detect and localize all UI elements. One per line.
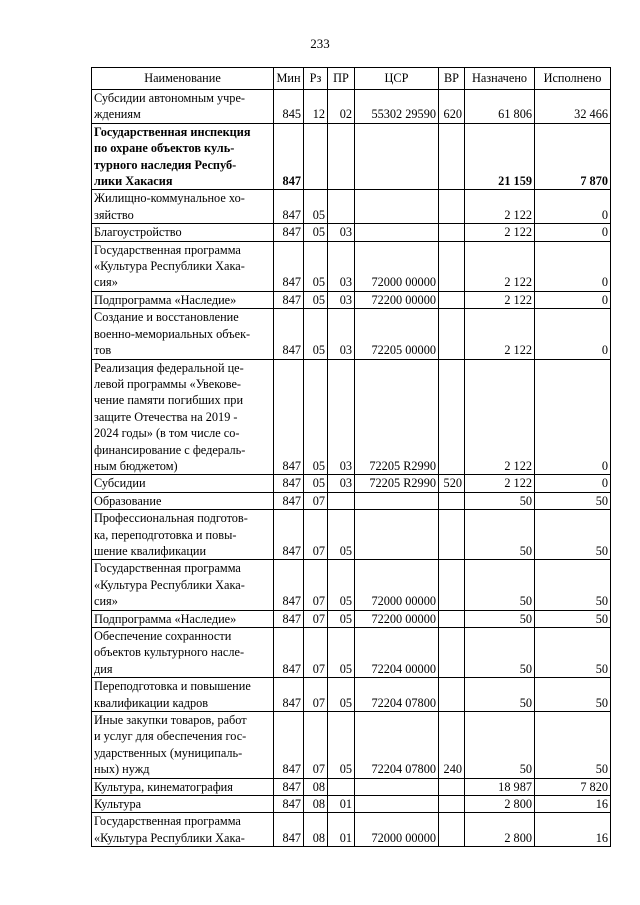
cell-rz: 07 [304, 510, 328, 560]
cell-executed: 32 466 [535, 90, 611, 124]
header-assigned: Назначено [465, 68, 535, 90]
cell-name: Обеспечение сохранности объектов культурного насле- дия [92, 628, 274, 678]
cell-min: 847 [274, 224, 304, 241]
cell-csr: 72205 00000 [355, 309, 439, 359]
header-pr: ПР [328, 68, 355, 90]
cell-name: Культура [92, 796, 274, 813]
cell-rz: 07 [304, 560, 328, 610]
cell-csr: 72000 00000 [355, 241, 439, 291]
cell-pr: 05 [328, 678, 355, 712]
cell-name: Переподготовка и повышение квалификации кадров [92, 678, 274, 712]
cell-min: 847 [274, 628, 304, 678]
cell-assigned: 50 [465, 560, 535, 610]
cell-name: Государственная программа «Культура Республики Хака- сия» [92, 560, 274, 610]
cell-rz: 07 [304, 610, 328, 627]
cell-pr: 03 [328, 291, 355, 308]
cell-min: 847 [274, 359, 304, 475]
cell-assigned: 50 [465, 510, 535, 560]
cell-pr: 02 [328, 90, 355, 124]
cell-name: Подпрограмма «Наследие» [92, 291, 274, 308]
table-body [92, 90, 611, 847]
cell-csr: 72000 00000 [355, 560, 439, 610]
cell-assigned: 2 122 [465, 241, 535, 291]
cell-executed: 0 [535, 359, 611, 475]
table-row [92, 190, 611, 224]
cell-pr: 03 [328, 241, 355, 291]
cell-csr [355, 778, 439, 795]
cell-min: 847 [274, 291, 304, 308]
table-row [92, 778, 611, 795]
cell-name: Иные закупки товаров, работ и услуг для обеспечения гос- ударственных (муниципаль- ных) нужд [92, 712, 274, 779]
cell-csr [355, 224, 439, 241]
cell-assigned: 2 122 [465, 291, 535, 308]
cell-assigned: 61 806 [465, 90, 535, 124]
cell-min: 847 [274, 796, 304, 813]
cell-name: Подпрограмма «Наследие» [92, 610, 274, 627]
cell-csr: 72204 07800 [355, 712, 439, 779]
cell-vr [439, 241, 465, 291]
cell-min: 847 [274, 813, 304, 847]
header-name: Наименование [92, 68, 274, 90]
cell-pr: 03 [328, 309, 355, 359]
cell-rz: 05 [304, 291, 328, 308]
cell-vr: 240 [439, 712, 465, 779]
cell-vr [439, 778, 465, 795]
cell-pr: 03 [328, 475, 355, 492]
page-number: 233 [310, 36, 330, 51]
table-row [92, 241, 611, 291]
cell-min: 847 [274, 610, 304, 627]
cell-vr [439, 190, 465, 224]
cell-executed: 50 [535, 510, 611, 560]
cell-csr: 72204 07800 [355, 678, 439, 712]
table-row [92, 492, 611, 509]
header-vr: ВР [439, 68, 465, 90]
cell-min: 847 [274, 241, 304, 291]
table-row [92, 90, 611, 124]
cell-name: Благоустройство [92, 224, 274, 241]
cell-executed: 7 820 [535, 778, 611, 795]
cell-assigned: 2 122 [465, 224, 535, 241]
cell-assigned: 50 [465, 610, 535, 627]
cell-pr [328, 123, 355, 190]
cell-vr [439, 813, 465, 847]
cell-rz [304, 123, 328, 190]
cell-min: 847 [274, 123, 304, 190]
cell-rz: 05 [304, 359, 328, 475]
table-row [92, 309, 611, 359]
cell-csr: 55302 29590 [355, 90, 439, 124]
cell-executed: 50 [535, 610, 611, 627]
table-row [92, 628, 611, 678]
cell-name: Реализация федеральной це- левой программы «Увекове- чение памяти погибших при защите Отечества на 2019 - 2024 годы» (в том числе со- финансирование с федераль- ным бюджетом) [92, 359, 274, 475]
cell-name: Образование [92, 492, 274, 509]
budget-table [91, 67, 611, 847]
cell-pr [328, 492, 355, 509]
cell-vr [439, 678, 465, 712]
cell-pr [328, 778, 355, 795]
cell-pr: 01 [328, 813, 355, 847]
cell-rz: 05 [304, 241, 328, 291]
cell-name: Создание и восстановление военно-мемориальных объек- тов [92, 309, 274, 359]
cell-rz: 12 [304, 90, 328, 124]
cell-rz: 08 [304, 813, 328, 847]
cell-csr [355, 510, 439, 560]
cell-executed: 50 [535, 628, 611, 678]
cell-rz: 05 [304, 475, 328, 492]
cell-executed: 50 [535, 712, 611, 779]
table-row [92, 610, 611, 627]
cell-min: 847 [274, 712, 304, 779]
cell-vr [439, 510, 465, 560]
cell-name: Субсидии автономным учре- ждениям [92, 90, 274, 124]
table-row [92, 359, 611, 475]
cell-min: 847 [274, 190, 304, 224]
cell-rz: 07 [304, 712, 328, 779]
cell-csr: 72000 00000 [355, 813, 439, 847]
cell-executed: 0 [535, 475, 611, 492]
cell-pr: 05 [328, 712, 355, 779]
cell-executed: 0 [535, 241, 611, 291]
cell-name: Профессиональная подготов- ка, переподготовка и повы- шение квалификации [92, 510, 274, 560]
cell-executed: 0 [535, 224, 611, 241]
cell-csr: 72200 00000 [355, 610, 439, 627]
cell-vr [439, 224, 465, 241]
cell-name: Жилищно-коммунальное хо- зяйство [92, 190, 274, 224]
cell-executed: 50 [535, 492, 611, 509]
cell-vr [439, 359, 465, 475]
cell-executed: 50 [535, 560, 611, 610]
cell-executed: 50 [535, 678, 611, 712]
cell-assigned: 2 800 [465, 813, 535, 847]
cell-csr [355, 190, 439, 224]
header-csr: ЦСР [355, 68, 439, 90]
cell-csr [355, 796, 439, 813]
cell-assigned: 2 122 [465, 190, 535, 224]
cell-min: 847 [274, 309, 304, 359]
cell-assigned: 50 [465, 678, 535, 712]
cell-assigned: 2 122 [465, 309, 535, 359]
cell-assigned: 18 987 [465, 778, 535, 795]
cell-executed: 0 [535, 291, 611, 308]
cell-vr [439, 560, 465, 610]
cell-vr [439, 610, 465, 627]
cell-rz: 05 [304, 190, 328, 224]
header-executed: Исполнено [535, 68, 611, 90]
cell-rz: 07 [304, 492, 328, 509]
table-row [92, 813, 611, 847]
cell-executed: 0 [535, 309, 611, 359]
cell-vr [439, 796, 465, 813]
cell-executed: 7 870 [535, 123, 611, 190]
cell-vr [439, 492, 465, 509]
cell-name: Государственная программа «Культура Республики Хака- сия» [92, 241, 274, 291]
cell-vr: 620 [439, 90, 465, 124]
cell-vr [439, 309, 465, 359]
cell-min: 845 [274, 90, 304, 124]
cell-name: Культура, кинематография [92, 778, 274, 795]
cell-vr [439, 628, 465, 678]
cell-csr: 72204 00000 [355, 628, 439, 678]
cell-name: Субсидии [92, 475, 274, 492]
table-row [92, 796, 611, 813]
cell-assigned: 2 122 [465, 475, 535, 492]
cell-assigned: 21 159 [465, 123, 535, 190]
cell-csr [355, 123, 439, 190]
cell-rz: 08 [304, 778, 328, 795]
table-row [92, 224, 611, 241]
cell-min: 847 [274, 560, 304, 610]
table-header [92, 68, 611, 90]
table-row [92, 291, 611, 308]
cell-csr: 72205 R2990 [355, 475, 439, 492]
header-rz: Рз [304, 68, 328, 90]
table-row [92, 560, 611, 610]
cell-pr: 05 [328, 610, 355, 627]
cell-rz: 05 [304, 309, 328, 359]
cell-rz: 05 [304, 224, 328, 241]
cell-rz: 08 [304, 796, 328, 813]
cell-min: 847 [274, 475, 304, 492]
cell-pr: 05 [328, 510, 355, 560]
cell-csr: 72205 R2990 [355, 359, 439, 475]
cell-pr: 05 [328, 560, 355, 610]
table-row [92, 123, 611, 190]
table-row [92, 678, 611, 712]
cell-csr [355, 492, 439, 509]
cell-csr: 72200 00000 [355, 291, 439, 308]
cell-min: 847 [274, 492, 304, 509]
cell-assigned: 50 [465, 492, 535, 509]
cell-executed: 16 [535, 813, 611, 847]
table-row [92, 475, 611, 492]
cell-vr: 520 [439, 475, 465, 492]
cell-vr [439, 291, 465, 308]
cell-rz: 07 [304, 678, 328, 712]
cell-executed: 16 [535, 796, 611, 813]
table-row [92, 712, 611, 779]
cell-assigned: 2 800 [465, 796, 535, 813]
table-row [92, 510, 611, 560]
cell-min: 847 [274, 778, 304, 795]
cell-pr: 01 [328, 796, 355, 813]
header-min: Мин [274, 68, 304, 90]
cell-assigned: 50 [465, 712, 535, 779]
cell-min: 847 [274, 510, 304, 560]
cell-name: Государственная инспекция по охране объектов куль- турного наследия Респуб- лики Хакасия [92, 123, 274, 190]
cell-rz: 07 [304, 628, 328, 678]
cell-pr: 05 [328, 628, 355, 678]
cell-name: Государственная программа «Культура Республики Хака- [92, 813, 274, 847]
cell-assigned: 2 122 [465, 359, 535, 475]
cell-vr [439, 123, 465, 190]
cell-pr: 03 [328, 224, 355, 241]
cell-pr [328, 190, 355, 224]
cell-assigned: 50 [465, 628, 535, 678]
cell-pr: 03 [328, 359, 355, 475]
cell-min: 847 [274, 678, 304, 712]
cell-executed: 0 [535, 190, 611, 224]
